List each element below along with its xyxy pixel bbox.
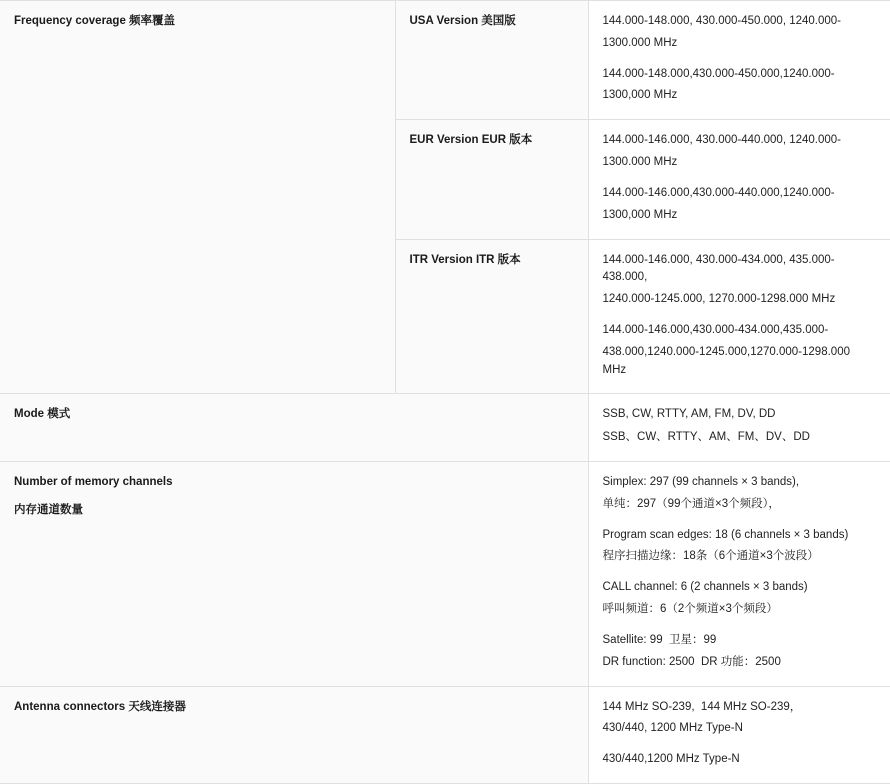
value-line: 1300.000 MHz: [602, 156, 678, 169]
frequency-values-usa: [588, 1, 890, 120]
label-line: 内存通道数量: [14, 503, 83, 516]
frequency-values-itr: [588, 239, 890, 394]
value-line: 1240.000-1245.000, 1270.000-1298.000 MHz: [602, 293, 836, 306]
frequency-values-eur: [588, 120, 890, 239]
value-group: [603, 406, 877, 447]
value-line: Program scan edges: 18 (6 channels × 3 bands): [602, 528, 849, 541]
value-line: 1300.000 MHz: [602, 36, 678, 49]
value-line: SSB、CW、RTTY、AM、FM、DV、DD: [602, 431, 810, 444]
value-group: [603, 132, 877, 172]
value-line: 144.000-146.000, 430.000-440.000, 1240.000-: [602, 134, 842, 147]
value-group: [603, 527, 877, 567]
value-group: [603, 579, 877, 619]
value-line: 呼叫频道：6（2个频道×3个频段）: [602, 603, 778, 616]
value-line: 程序扫描边缘：18条（6个通道×3个波段）: [602, 550, 819, 563]
value-group: [603, 185, 877, 225]
row-label-frequency-coverage: Frequency coverage 频率覆盖: [0, 1, 395, 394]
table-row: [0, 686, 890, 783]
value-group: [603, 252, 877, 309]
value-line: DR function: 2500 DR 功能：2500: [602, 655, 781, 668]
label-line: Number of memory channels: [14, 476, 173, 488]
value-line: 430/440, 1200 MHz Type-N: [602, 722, 743, 735]
row-label-memory-channels: [0, 462, 588, 687]
value-line: 144.000-146.000,430.000-440.000,1240.000-: [602, 186, 835, 199]
value-group: [603, 13, 877, 53]
mode-values: [588, 394, 890, 462]
value-line: CALL channel: 6 (2 channels × 3 bands): [602, 581, 808, 594]
table-row: [0, 394, 890, 462]
table-row: [0, 462, 890, 687]
memory-channel-values: [588, 462, 890, 687]
value-group: [603, 751, 877, 769]
value-line: SSB, CW, RTTY, AM, FM, DV, DD: [602, 408, 776, 421]
value-line: 144.000-148.000,430.000-450.000,1240.000-: [602, 67, 835, 80]
version-label-usa: USA Version 美国版: [395, 1, 588, 120]
value-line: 1300,000 MHz: [602, 208, 678, 221]
value-group: [603, 66, 877, 106]
value-group: [603, 322, 877, 379]
value-line: 438.000,1240.000-1245.000,1270.000-1298.000 MHz: [602, 345, 854, 376]
value-line: 144.000-146.000, 430.000-434.000, 435.000-438.000,: [602, 253, 835, 284]
value-group: [603, 699, 877, 739]
value-group: [603, 474, 877, 514]
value-line: 144.000-146.000,430.000-434.000,435.000-: [602, 323, 829, 336]
antenna-connector-values: [588, 686, 890, 783]
value-line: 1300,000 MHz: [602, 89, 678, 102]
value-line: 430/440,1200 MHz Type-N: [602, 753, 740, 766]
value-group: [603, 632, 877, 672]
version-label-eur: EUR Version EUR 版本: [395, 120, 588, 239]
table-row: [0, 1, 890, 120]
version-label-itr: ITR Version ITR 版本: [395, 239, 588, 394]
value-line: 144.000-148.000, 430.000-450.000, 1240.000-: [602, 15, 842, 27]
value-line: Satellite: 99 卫星：99: [602, 633, 717, 646]
row-label-mode: Mode 模式: [0, 394, 588, 462]
value-line: 144 MHz SO-239, 144 MHz SO-239，: [602, 700, 802, 713]
row-label-antenna-connectors: Antenna connectors 天线连接器: [0, 686, 588, 783]
value-line: 单纯：297（99个通道×3个频段），: [602, 497, 780, 510]
value-line: Simplex: 297 (99 channels × 3 bands),: [602, 476, 800, 488]
